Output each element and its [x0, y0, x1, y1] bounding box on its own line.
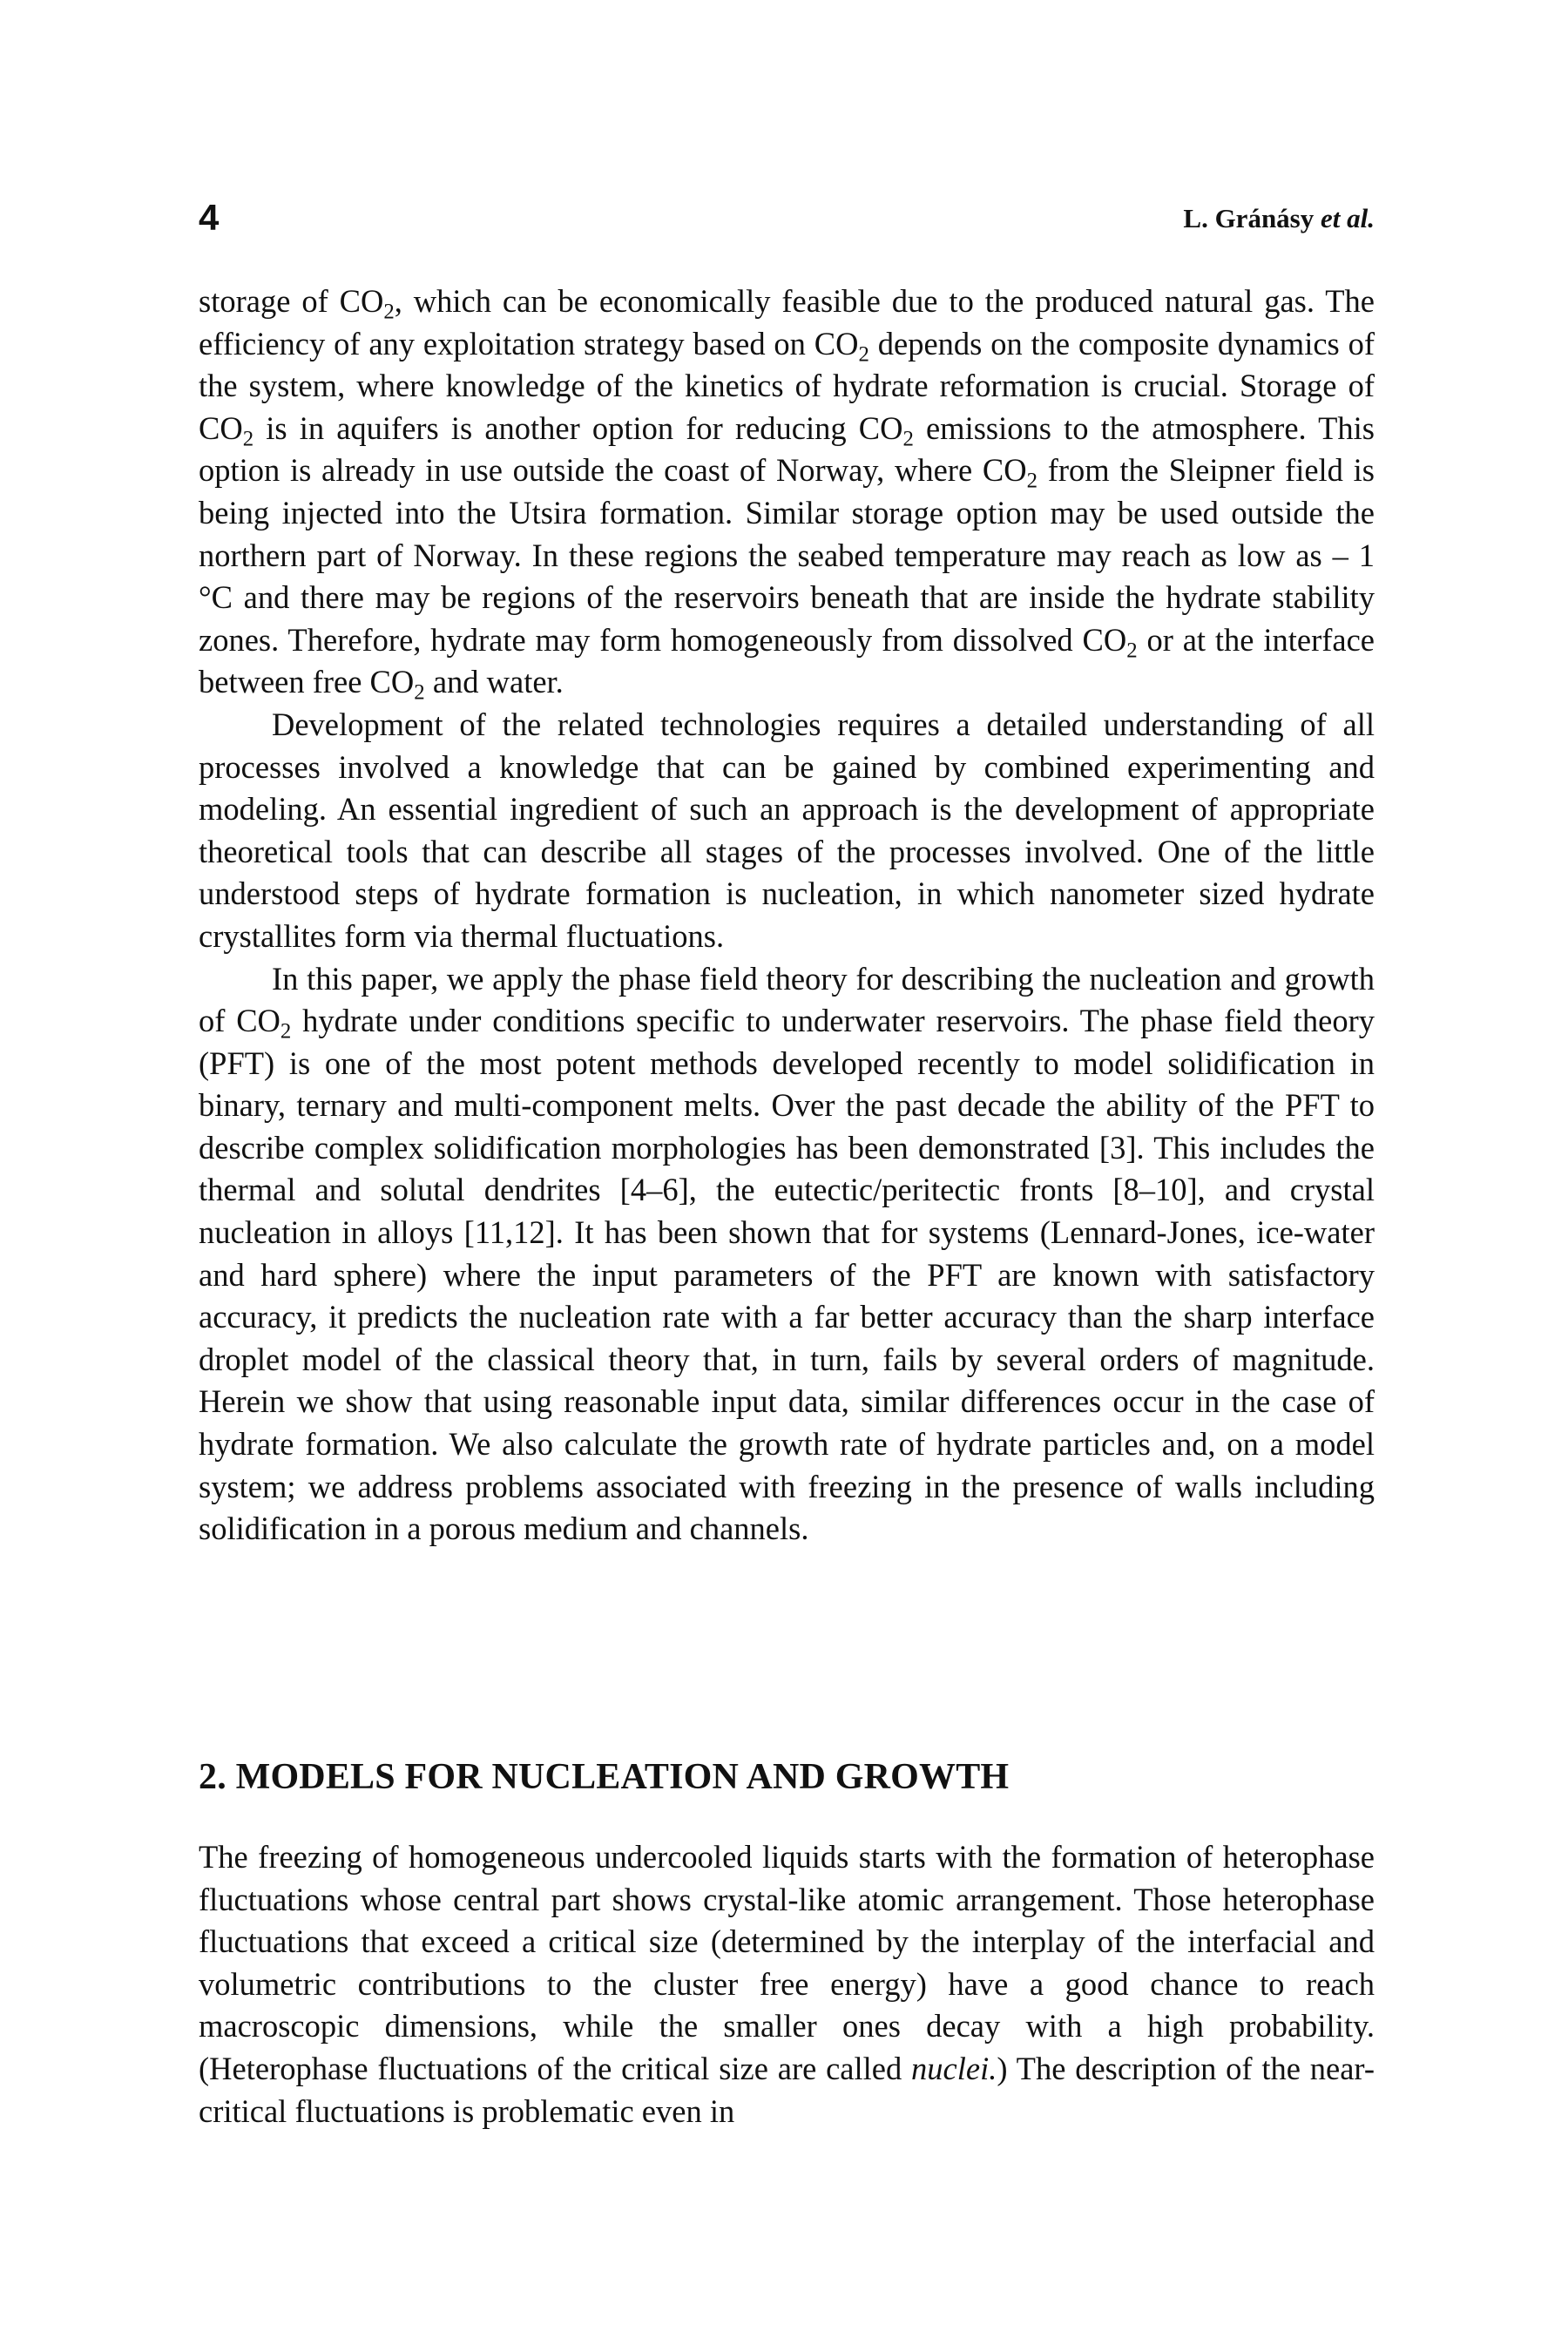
et-al: et al.	[1321, 203, 1375, 233]
author-name: L. Gránásy	[1183, 203, 1315, 233]
paragraph-1: storage of $CO_2$, which can be economically feasible due to the produced natural gas. The efficiency of any exploitation strategy based on $CO_2$ depends on the composite dynamics of the system, where knowledge of the kinetics of hydrate reformation is crucial. Storage of $CO_2$ is in aquifers is another option for reducing $CO_2$ emissions to the atmosphere. This option is already in use outside the coast of Norway, where $CO_2$ from the Sleipner field is being injected into the Utsira formation. Similar storage option may be used outside the northern part of Norway. In these regions the seabed temperature may reach as low as – 1 °C and there may be regions of the reservoirs beneath that are inside the hydrate stability zones. Therefore, hydrate may form homogeneously from dissolved $CO_2$ or at the interface between free $CO_2$ and water.	[199, 283, 1375, 705]
running-head	[199, 196, 1375, 240]
section-2-text	[199, 1836, 1375, 2132]
page-number: 4	[199, 197, 220, 238]
paragraph-3: In this paper, we apply the phase field theory for describing the nucleation and growth of $CO_2$ hydrate under conditions specific to underwater reservoirs. The phase field theory (PFT) is one of the most potent methods developed recently to model solidification in binary, ternary and multi-component melts. Over the past decade the ability of the PFT to describe complex solidification morphologies has been demonstrated [3]. This includes the thermal and solutal dendrites [4–6], the eutectic/peritectic fronts [8–10], and crystal nucleation in alloys [11,12]. It has been shown that for systems (Lennard-Jones, ice-water and hard sphere) where the input parameters of the PFT are known with satisfactory accuracy, it predicts the nucleation rate with a far better accuracy than the sharp interface droplet model of the classical theory that, in turn, fails by several orders of magnitude. Herein we show that using reasonable input data, similar differences occur in the case of hydrate formation. We also calculate the growth rate of hydrate particles and, on a model system; we address problems associated with freezing in the presence of walls including solidification in a porous medium and channels.	[199, 960, 1375, 1547]
paragraph-2: Development of the related technologies requires a detailed understanding of all processes involved a knowledge that can be gained by combined experimenting and modeling. An essential ingredient of such an approach is the development of appropriate theoretical tools that can describe all stages of the processes involved. One of the little understood steps of hydrate formation is nucleation, in which nanometer sized hydrate crystallites form via thermal fluctuations.	[199, 706, 1375, 954]
body-text	[199, 280, 1375, 1551]
paragraph-4: The freezing of homogeneous undercooled liquids starts with the formation of heterophase fluctuations whose central part shows crystal-like atomic arrangement. Those heterophase fluctuations that exceed a critical size (determined by the interplay of the interfacial and volumetric contributions to the cluster free energy) have a good chance to reach macroscopic dimensions, while the smaller ones decay with a high probability. (Heterophase fluctuations of the critical size are called nuclei.) The description of the near-critical fluctuations is problematic even in	[199, 1839, 1375, 2129]
running-author	[1183, 199, 1375, 238]
section-heading: 2. MODELS FOR NUCLEATION AND GROWTH	[199, 1757, 1010, 1797]
italic-term: nuclei.	[911, 2050, 997, 2086]
